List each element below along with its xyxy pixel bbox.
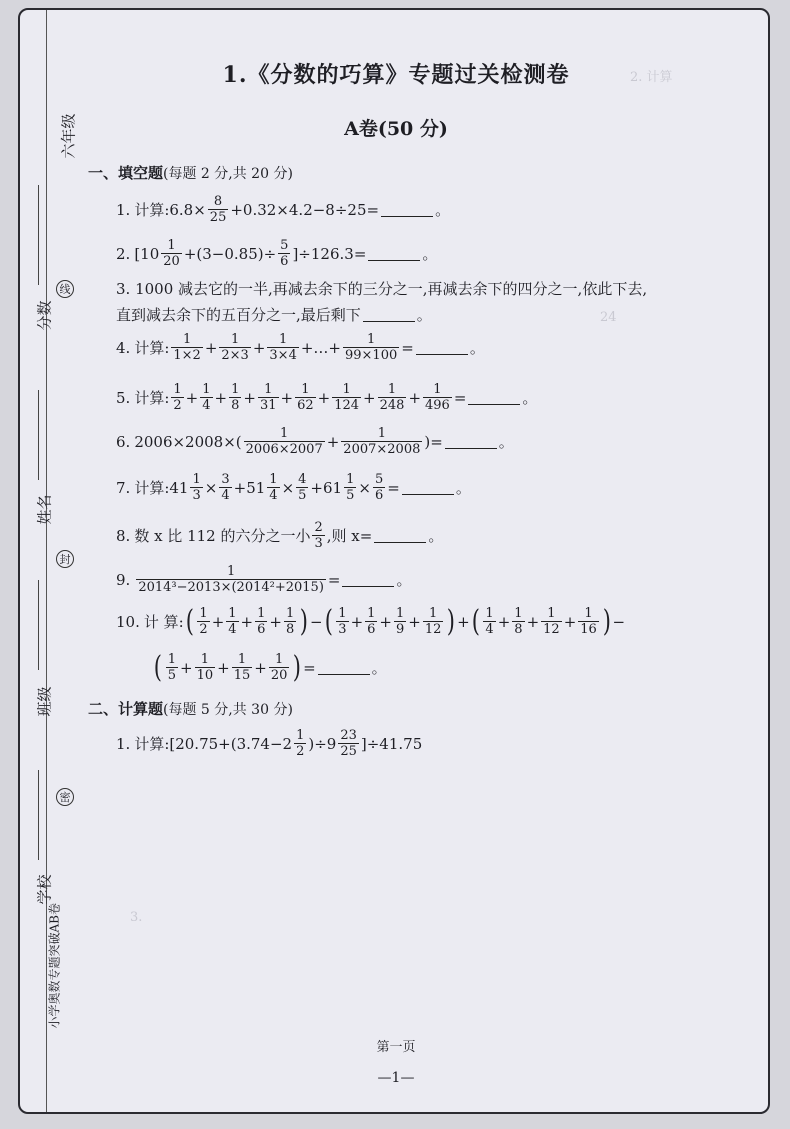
denominator: 4 (228, 622, 237, 637)
numerator: 1 (167, 652, 176, 667)
denominator: 3 (314, 536, 323, 551)
question-2 (116, 238, 437, 269)
punctuation: 。 (422, 245, 438, 263)
question-number: 4. (116, 338, 131, 357)
question-text: 计 算: (143, 613, 184, 631)
numerator: 1 (396, 606, 405, 621)
numerator: 1 (274, 652, 284, 667)
score-blank (38, 185, 39, 285)
denominator: 12 (424, 622, 442, 637)
fraction (269, 652, 290, 683)
question-text: +…+ (300, 338, 341, 357)
denominator: 6 (257, 622, 266, 637)
paren-open: ( (324, 603, 333, 639)
numerator: 1 (192, 472, 201, 487)
numerator: 1 (584, 606, 593, 621)
fraction (338, 728, 359, 759)
numerator: 1 (547, 606, 556, 621)
fraction (166, 652, 178, 683)
answer-blank[interactable] (368, 246, 420, 261)
fraction (341, 426, 422, 457)
numerator: 1 (202, 382, 211, 397)
numerator: 3 (221, 472, 230, 487)
numerator: 1 (387, 382, 397, 397)
question-1 (116, 194, 450, 225)
fraction (312, 520, 324, 551)
denominator: 2007×2008 (343, 442, 421, 457)
paren-close: ) (300, 603, 309, 639)
denominator: 62 (297, 398, 314, 413)
numerator: 5 (374, 472, 384, 487)
fraction (295, 382, 316, 413)
paren-open: ( (471, 603, 480, 639)
book-name: 小学奥数专题突破AB卷 (47, 903, 62, 1029)
numerator: 1 (338, 606, 347, 621)
fraction (161, 238, 182, 269)
answer-blank[interactable] (363, 307, 415, 322)
numerator: 1 (230, 332, 240, 347)
answer-blank[interactable] (318, 660, 370, 675)
integer-part: 51 (246, 478, 266, 497)
school-blank (38, 770, 39, 860)
numerator: 1 (237, 652, 247, 667)
denominator: 496 (425, 398, 450, 413)
question-text: 计算:6.8× (134, 201, 206, 219)
denominator: 4 (221, 488, 230, 503)
fraction (278, 238, 290, 269)
numerator: 1 (231, 382, 240, 397)
fraction (171, 332, 202, 363)
question-text: +0.32×4.2−8÷25= (230, 200, 380, 219)
page-number: —1— (377, 1070, 415, 1086)
numerator: 1 (377, 426, 386, 441)
denominator: 248 (379, 398, 405, 413)
section-calculation (88, 698, 293, 719)
denominator: 2×3 (221, 348, 249, 363)
name-label: 姓名 (35, 494, 54, 525)
punctuation: 。 (455, 479, 471, 497)
denominator: 2014³−2013×(2014²+2015) (138, 580, 324, 595)
fraction (267, 472, 279, 503)
fraction (336, 606, 348, 637)
fraction (578, 606, 599, 637)
paren-open: ( (185, 603, 194, 639)
denominator: 20 (270, 668, 288, 683)
question-text: )= (424, 432, 443, 451)
numerator: 1 (167, 238, 176, 253)
punctuation: 。 (498, 433, 514, 451)
fraction (294, 728, 306, 759)
numerator: 1 (199, 606, 208, 621)
section-note: (每题 2 分,共 20 分) (163, 166, 293, 182)
denominator: 1×2 (173, 348, 201, 363)
paren-open: ( (153, 649, 162, 685)
question-number: 1. (116, 734, 131, 753)
numerator: 1 (301, 382, 310, 397)
integer-part: 61 (323, 478, 343, 497)
numerator: 1 (264, 382, 273, 397)
question-9: 9. $\frac{1}{\text{2014³−2013×(2014²+2015)}}$ = 。 (116, 564, 412, 595)
answer-blank[interactable] (416, 340, 468, 355)
punctuation: 。 (396, 571, 412, 589)
question-number: 5. (116, 388, 131, 407)
denominator: 6 (367, 622, 376, 637)
fraction (423, 382, 452, 413)
fraction (229, 382, 241, 413)
question-text: ,则 x= (326, 527, 373, 545)
denominator: 6 (374, 488, 384, 503)
page-subtitle: A卷(50 分) (344, 118, 448, 140)
showthrough: 2. 计算 (630, 70, 673, 85)
fraction (343, 332, 399, 363)
showthrough: 3. (130, 910, 143, 925)
answer-blank[interactable] (342, 572, 394, 587)
question-text: 计算: (134, 389, 170, 407)
question-7: 7. 计算:41 $\frac{1}{3}$ × $\frac{3}{4}$ + 51 $\frac{1}{4}$ × $\frac{4}{5}$ + 61 $\frac{1}{5}$ × $\frac{5}{6}$ = 。 (116, 472, 471, 503)
numerator: 2 (314, 520, 323, 535)
question-number: 7. (116, 478, 131, 497)
denominator: 8 (231, 398, 240, 413)
numerator: 1 (296, 728, 305, 743)
question-4: 4. 计算: $\frac{1}{1\times 2}$ + $\frac{1}{2\times 3}$ + $\frac{1}{3\times 4}$ +…+ $\frac{1}{99\times 100}$ = 。 (116, 332, 485, 363)
punctuation: 。 (428, 527, 444, 545)
school-label: 学校 (35, 874, 54, 905)
question-10-continued: ( $\frac{1}{5}$ + $\frac{1}{10}$ + $\frac{1}{15}$ + $\frac{1}{20}$ ) = 。 (153, 649, 387, 685)
numerator: 1 (173, 382, 182, 397)
class-label: 班级 (35, 686, 54, 717)
numerator: 1 (514, 606, 523, 621)
fraction (208, 194, 229, 225)
section-title: 二、计算题 (88, 700, 164, 718)
score-label: 分数 (35, 300, 54, 331)
question-text: +(3−0.85)÷ (183, 244, 277, 263)
fraction (244, 426, 325, 457)
numerator: 1 (200, 652, 209, 667)
question-number: 10. (116, 612, 140, 631)
denominator: 3 (192, 488, 201, 503)
denominator: 99×100 (344, 348, 398, 363)
denominator: 5 (298, 488, 307, 503)
numerator: 1 (285, 606, 295, 621)
numerator: 1 (485, 606, 494, 621)
question-text: 直到减去余下的五百分之一,最后剩下 (116, 306, 361, 324)
answer-blank[interactable] (468, 390, 520, 405)
fraction (190, 472, 202, 503)
fraction (373, 472, 385, 503)
name-blank (38, 390, 39, 480)
question-number: 8. (116, 526, 131, 545)
fraction (296, 472, 308, 503)
seal-seal-mark: 封 (56, 550, 74, 568)
question-text: ]÷41.75 (360, 734, 423, 753)
question-5: 5. 计算: $\frac{1}{2}$ + $\frac{1}{4}$ + $\frac{1}{8}$ + $\frac{1}{31}$ + $\frac{1}{62}$ + $\frac{1}{124}$ + $\frac{1}{248}$ + $\frac{1}{496}$ = 。 (116, 382, 538, 413)
grade-label: 六年级 (59, 113, 78, 159)
numerator: 1 (433, 382, 442, 397)
denominator: 2 (296, 744, 305, 759)
denominator: 12 (543, 622, 560, 637)
numerator: 1 (342, 382, 351, 397)
numerator: 1 (278, 332, 288, 347)
fraction (483, 606, 495, 637)
showthrough: 24 (600, 310, 617, 325)
denominator: 4 (485, 622, 494, 637)
question-number: 6. (116, 432, 131, 451)
denominator: 9 (396, 622, 405, 637)
denominator: 6 (280, 254, 289, 269)
numerator: 1 (257, 606, 266, 621)
class-blank (38, 580, 39, 670)
seal-secret-mark: 密 (56, 788, 74, 806)
fraction (200, 382, 212, 413)
punctuation: 。 (435, 201, 451, 219)
page-label: 第一页 (376, 1040, 416, 1055)
question-text: 2006×2008×( (134, 432, 242, 451)
denominator: 5 (346, 488, 355, 503)
answer-blank[interactable] (402, 480, 454, 495)
answer-blank[interactable] (445, 434, 497, 449)
numerator: 4 (298, 472, 307, 487)
denominator: 20 (163, 254, 180, 269)
paren-close: ) (602, 603, 611, 639)
denominator: 8 (514, 622, 523, 637)
denominator: 25 (340, 744, 357, 759)
question-text: [10 (134, 244, 160, 263)
question-text: 数 x 比 112 的六分之一小 (134, 527, 311, 545)
denominator: 8 (285, 622, 295, 637)
fraction (219, 332, 250, 363)
denominator: 3 (338, 622, 347, 637)
question-text: ]÷126.3= (292, 244, 367, 263)
exam-sheet (18, 8, 770, 1114)
seal-line-mark: 线 (56, 280, 74, 298)
fraction (378, 382, 407, 413)
punctuation: 。 (416, 306, 432, 324)
fraction (195, 652, 216, 683)
denominator: 10 (196, 668, 214, 683)
fraction (332, 382, 361, 413)
question-number: 9. (116, 570, 131, 589)
numerator: 1 (428, 606, 438, 621)
denominator: 4 (202, 398, 211, 413)
section-fill-in (88, 162, 293, 183)
numerator: 5 (280, 238, 289, 253)
fraction (136, 564, 326, 595)
numerator: 1 (346, 472, 355, 487)
fraction (365, 606, 377, 637)
answer-blank[interactable] (374, 528, 426, 543)
fraction (267, 332, 298, 363)
question-number: 1. (116, 200, 131, 219)
denominator: 5 (167, 668, 176, 683)
numerator: 8 (213, 194, 223, 209)
fraction (423, 606, 444, 637)
denominator: 3×4 (269, 348, 297, 363)
denominator: 124 (334, 398, 360, 413)
section-note: (每题 5 分,共 30 分) (163, 702, 293, 718)
question-text: )÷9 (308, 734, 337, 753)
fraction (226, 606, 238, 637)
numerator: 23 (340, 728, 357, 743)
denominator: 15 (233, 668, 251, 683)
fraction (255, 606, 267, 637)
question-10: 10. 计 算: ( $\frac{1}{2}$ + $\frac{1}{4}$ + $\frac{1}{6}$ + $\frac{1}{8}$ ) − ( $\frac{1}{3}$ + $\frac{1}{6}$ + $\frac{1}{9}$ + $\frac{1}{12}$ ) + ( $\frac{1}{4}$ + $\frac{1}{8}$ + $\frac{1}{12}$ + $\frac{1}{16}$ ) − (116, 603, 626, 639)
numerator: 1 (280, 426, 289, 441)
denominator: 25 (209, 210, 227, 225)
denominator: 2 (173, 398, 182, 413)
question-6: 6. 2006×2008×( $\frac{1}{2006\times 2007}$ + $\frac{1}{2007\times 2008}$ )= 。 (116, 426, 514, 457)
fraction (219, 472, 231, 503)
fraction (197, 606, 209, 637)
calc-question-1 (116, 728, 422, 759)
question-text: 计算:41 (134, 479, 189, 497)
numerator: 1 (182, 332, 192, 347)
punctuation: 。 (371, 659, 387, 677)
question-3-line-1: 3. 1000 减去它的一半,再减去余下的三分之一,再减去余下的四分之一,依此下去, (116, 280, 648, 298)
question-number: 2. (116, 244, 131, 263)
fraction (344, 472, 356, 503)
section-title: 一、填空题 (88, 164, 164, 182)
numerator: 1 (367, 606, 376, 621)
fraction (541, 606, 562, 637)
page-title: 1.《分数的巧算》专题过关检测卷 (222, 62, 570, 88)
numerator: 1 (226, 564, 236, 579)
question-text: 计算:[20.75+(3.74−2 (134, 735, 293, 753)
question-3-line-2 (116, 304, 432, 325)
numerator: 1 (228, 606, 237, 621)
punctuation: 。 (522, 389, 538, 407)
question-text: 计算: (134, 339, 170, 357)
denominator: 31 (259, 398, 277, 413)
denominator: 4 (269, 488, 278, 503)
paren-close: ) (447, 603, 456, 639)
fraction (394, 606, 406, 637)
fraction (258, 382, 279, 413)
numerator: 1 (366, 332, 376, 347)
denominator: 16 (580, 622, 597, 637)
fraction (171, 382, 183, 413)
fraction (232, 652, 253, 683)
numerator: 1 (269, 472, 278, 487)
denominator: 2006×2007 (245, 442, 323, 457)
fraction (284, 606, 296, 637)
fraction (512, 606, 524, 637)
punctuation: 。 (469, 339, 485, 357)
paren-close: ) (293, 649, 302, 685)
question-8 (116, 520, 443, 551)
answer-blank[interactable] (381, 202, 433, 217)
denominator: 2 (199, 622, 208, 637)
